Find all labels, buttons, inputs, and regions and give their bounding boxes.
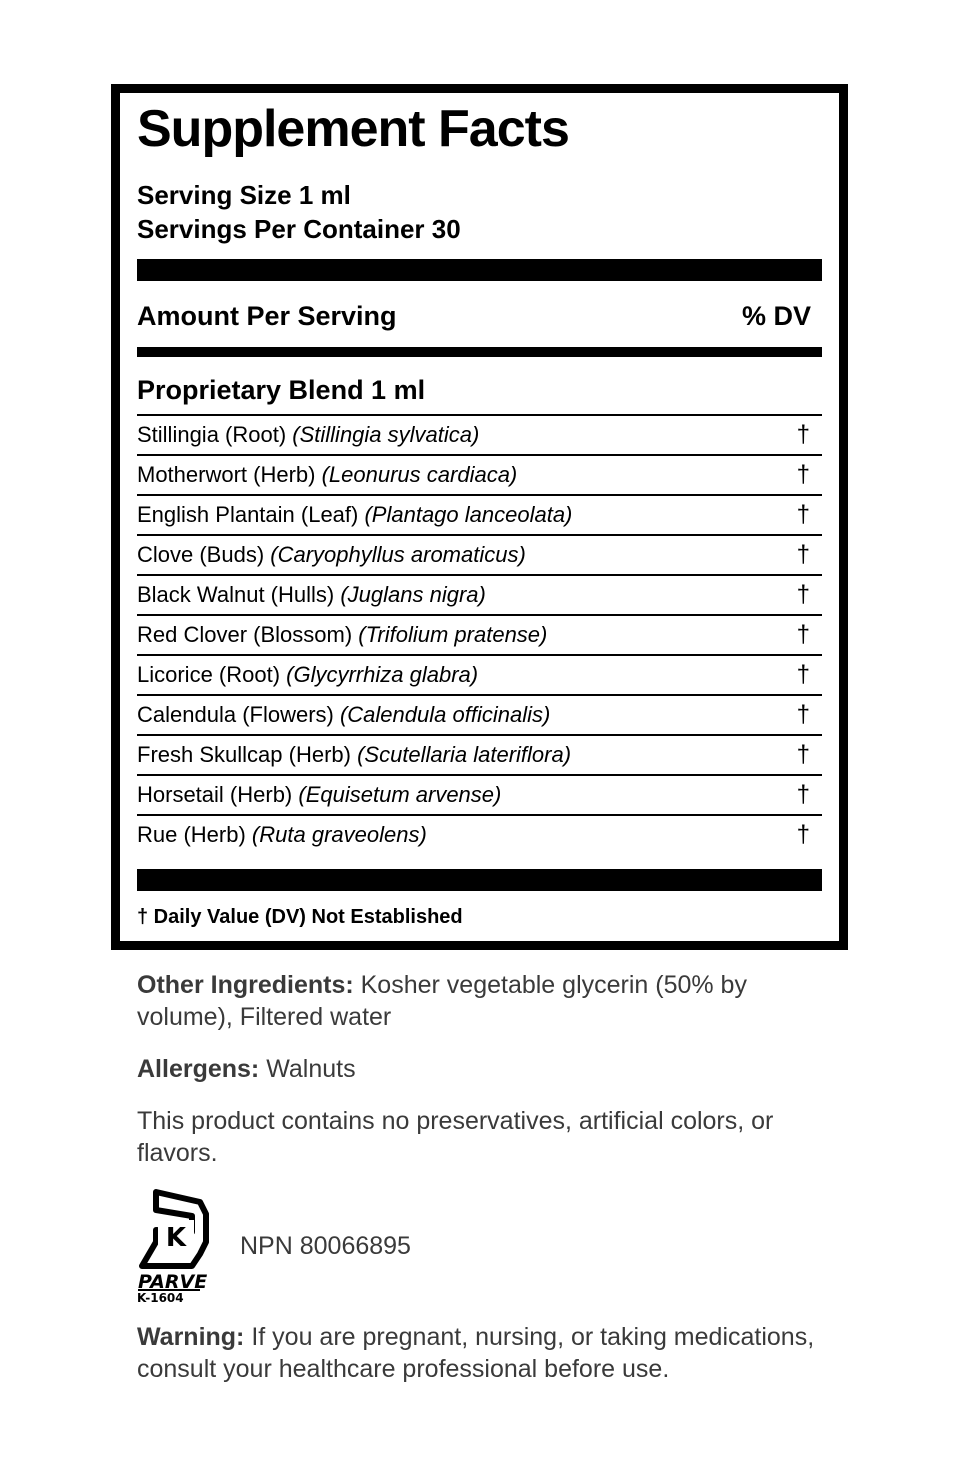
ingredient-row: Clove (Buds) (Caryophyllus aromaticus) † — [137, 536, 822, 576]
amount-per-serving-header — [137, 296, 822, 336]
ingredient-row: Calendula (Flowers) (Calendula officinalis) † — [137, 696, 822, 736]
dagger-mark: † — [796, 821, 810, 848]
warning — [137, 1321, 817, 1385]
dagger-mark: † — [796, 461, 810, 488]
other-ingredients — [137, 969, 817, 1033]
ingredient-row: Red Clover (Blossom) (Trifolium pratense) † — [137, 616, 822, 656]
facts-title: Supplement Facts — [137, 100, 569, 158]
ingredient-row: Stillingia (Root) (Stillingia sylvatica) † — [137, 416, 822, 456]
dagger-mark: † — [796, 621, 810, 648]
thick-divider-bottom — [137, 869, 822, 891]
ingredient-row: Motherwort (Herb) (Leonurus cardiaca) † — [137, 456, 822, 496]
dagger-mark: † — [796, 781, 810, 808]
amount-per-serving-label: Amount Per Serving — [137, 301, 397, 331]
dagger-mark: † — [796, 741, 810, 768]
medium-divider — [137, 347, 822, 357]
kosher-letter: K — [165, 1223, 187, 1253]
npn-number: NPN 80066895 — [240, 1232, 411, 1260]
kosher-code-text: K-1604 — [137, 1291, 184, 1304]
dagger-mark: † — [796, 501, 810, 528]
dv-header-label: % DV — [741, 301, 811, 331]
ingredient-row: Rue (Herb) (Ruta graveolens) † — [137, 816, 822, 854]
kosher-parve-icon — [134, 1186, 214, 1304]
serving-size: Serving Size 1 ml — [137, 180, 351, 210]
kosher-parve-text: PARVE — [138, 1271, 208, 1293]
allergens-text: Walnuts — [259, 1055, 356, 1083]
dagger-mark: † — [796, 701, 810, 728]
warning-text: If you are pregnant, nursing, or taking medications, consult your healthcare professional before use. — [137, 1323, 815, 1383]
ingredient-list — [137, 414, 822, 854]
dagger-mark: † — [796, 581, 810, 608]
dv-footnote: † Daily Value (DV) Not Established — [137, 906, 463, 928]
ingredient-row: English Plantain (Leaf) (Plantago lanceolata) † — [137, 496, 822, 536]
allergens — [137, 1053, 817, 1085]
supplement-facts-panel — [111, 84, 848, 950]
allergens-label: Allergens: — [137, 1055, 260, 1083]
other-ingredients-label: Other Ingredients: — [137, 971, 354, 999]
servings-per-container: Servings Per Container 30 — [137, 214, 461, 244]
ingredient-row: Licorice (Root) (Glycyrrhiza glabra) † — [137, 656, 822, 696]
ingredient-row: Horsetail (Herb) (Equisetum arvense) † — [137, 776, 822, 816]
no-preservatives-note: This product contains no preservatives, artificial colors, or flavors. — [137, 1107, 774, 1167]
other-ingredients-text: Kosher vegetable glycerin (50% by volume), Filtered water — [137, 971, 747, 1031]
thick-divider-top — [137, 259, 822, 281]
warning-label: Warning: — [137, 1323, 245, 1351]
ingredient-row: Fresh Skullcap (Herb) (Scutellaria lateriflora) † — [137, 736, 822, 776]
dagger-mark: † — [796, 421, 810, 448]
dagger-mark: † — [796, 661, 810, 688]
proprietary-blend-label: Proprietary Blend 1 ml — [137, 375, 426, 405]
dagger-mark: † — [796, 541, 810, 568]
ingredient-row: Black Walnut (Hulls) (Juglans nigra) † — [137, 576, 822, 616]
